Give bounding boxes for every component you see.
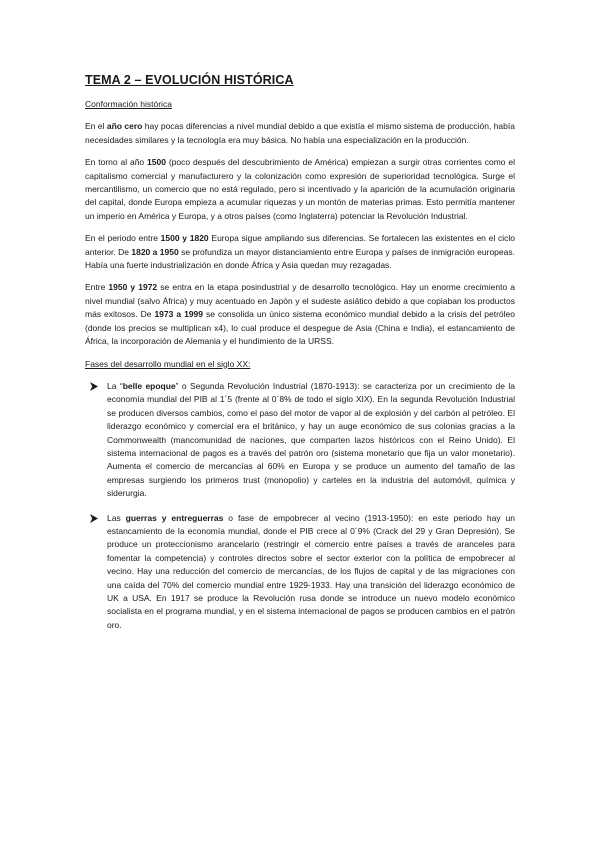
paragraph-ano-cero: En el año cero hay pocas diferencias a nivel mundial debido a que existía el mismo sistema de producción, había necesidades similares y la tecnología era muy básica. No había una especialización en la producción. <box>85 121 515 145</box>
list-item-guerras: Las guerras y entreguerras o fase de empobrecer al vecino (1913-1950): en este periodo hay un estancamiento de la economía mundial, donde el PIB crece al 0´9% (Crack del 29 y Gran Depresión). Se produce un proteccionismo arancelario (restringir el comercio entre países a través de aranceles para fomentar la competencia) y controles directos sobre el sector exterior con la política de empobrecer al vecino. Hay una reducción del comercio de mercancías, de los flujos de capital y de las migraciones con una caída del 70% del comercio mundial entre 1929-1933. Hay una transición del liderazgo económico de UK a USA. En 1917 se produce la Revolución rusa donde se introduce un nuevo modelo económico socialista en el programa mundial, y en el sistema internacional de pagos se producen cambios en el patrón oro. <box>85 512 515 633</box>
page-title: TEMA 2 – EVOLUCIÓN HISTÓRICA <box>85 73 294 87</box>
fases-list <box>85 380 515 632</box>
arrowhead-bullet-icon <box>90 514 98 523</box>
paragraph-1500: En torno al año 1500 (poco después del descubrimiento de América) empiezan a surgir otras corrientes como el capitalismo comercial y manufacturero y la colonización como expresión de superioridad tecnológica. Surge el mercantilismo, un comercio que no está regulado, pero si incentivado y la aparición de la acumulación originaria del capital, donde Europa empieza a acumular riquezas y un montón de materias primas. Esto permitía mantener un imperio en América y Europa, y a otros países (como Inglaterra) potenciar la Revolución Industrial. <box>85 157 516 221</box>
arrowhead-bullet-icon <box>90 382 98 391</box>
paragraph-1950-1972: Entre 1950 y 1972 se entra en la etapa posindustrial y de desarrollo tecnológico. Hay un enorme crecimiento a nivel mundial (salvo África) y muy acentuado en Japón y el sudeste asiático debido a que copiaban los productos más exitosos. De 1973 a 1999 se consolida un único sistema económico mundial debido a la crisis del petróleo (donde los precios se multiplican x4), lo cual produce el despegue de Asia (China e India), el estancamiento de África, la incorporación de Alemania y el hundimiento de la URSS. <box>85 282 515 347</box>
section-heading-conformacion: Conformación histórica <box>85 99 172 109</box>
section-heading-fases: Fases del desarrollo mundial en el siglo XX: <box>85 358 251 369</box>
paragraph-1500-1820: En el periodo entre 1500 y 1820 Europa sigue ampliando sus diferencias. Se fortalecen las existentes en el ciclo anterior. De 1820 a 1950 se profundiza un mayor distanciamiento entre Europa y países de inmigración europeas. Había una fuerte industrialización en donde África y Asia quedan muy rezagadas. <box>85 233 515 271</box>
document-body <box>85 72 515 643</box>
list-item-belle-epoque: La “belle epoque” o Segunda Revolución Industrial (1870-1913): se caracteriza por un crecimiento de la economía mundial del PIB al 1´5 (frente al 0´8% de todo el siglo XIX). En la segunda Revolución Industrial se producen diversos cambios, como el paso del motor de vapor al de explosión y del carbón al petróleo. El liderazgo económico y comercial era el británico, y hay un auge económico de sus colonias gracias a la Commonwealth (mancomunidad de naciones, que comparten lazos históricos con el Reino Unido). El sistema internacional de pagos es a través del patrón oro (sistema monetario que fija un valor monetario). Aumenta el comercio de mercancías al 60% en Europa y se produce un aumento del tamaño de las empresas surgiendo los primeros trust (monopolio) y carteles en la industria del automóvil, química y siderurgia. <box>85 380 515 501</box>
